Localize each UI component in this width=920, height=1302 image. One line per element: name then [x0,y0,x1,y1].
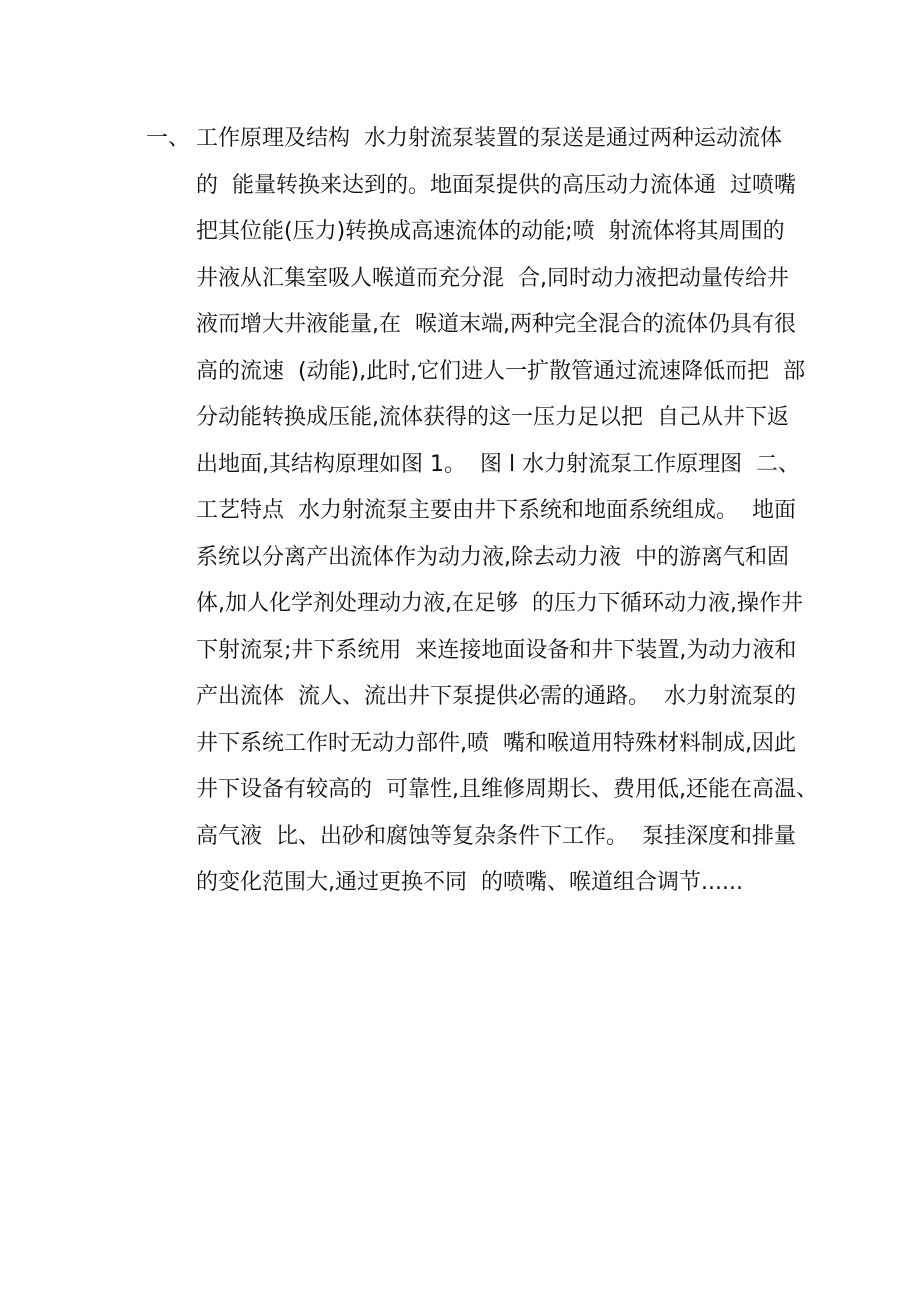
text-line: 工艺特点 水力射流泵主要由井下系统和地面系统组成。 地面 [196,498,796,523]
section-marker: 一、 [146,126,191,151]
text-line: 井下设备有较高的 可靠性,且维修周期长、费用低,还能在高温、 [196,777,818,802]
text-line: 液而增大井液能量,在 喉道末端,两种完全混合的流体仍具有很 [196,312,796,337]
text-line: 产出流体 流人、流出井下泵提供必需的通路。 水力射流泵的 [196,684,796,709]
text-line: 系统以分离产出流体作为动力液,除去动力液 中的游离气和固 [196,544,789,570]
text-line: 把其位能(压力)转换成高速流体的动能;喷 射流体将其周围的 [196,219,785,244]
text-line: 的 能量转换来达到的。地面泵提供的高压动力流体通 过喷嘴 [196,172,796,198]
text-line: 井液从汇集室吸人喉道而充分混 合,同时动力液把动量传给井 [196,265,789,291]
text-line: 体,加人化学剂处理动力液,在足够 的压力下循环动力液,操作井 [196,591,803,616]
body-text [196,120,816,911]
text-line: 井下系统工作时无动力部件,喷 嘴和喉道用特殊材料制成,因此 [196,730,796,756]
text-line: 出地面,其结构原理如图 1。 图 l 水力射流泵工作原理图 二、 [196,451,801,477]
text-line: 工作原理及结构 水力射流泵装置的泵送是通过两种运动流体 [196,126,782,151]
text-line: 下射流泵;井下系统用 来连接地面设备和井下装置,为动力液和 [196,637,797,663]
text-line: 的变化范围大,通过更换不同 的喷嘴、喉道组合调节...... [196,870,743,895]
text-line: 分动能转换成压能,流体获得的这一压力足以把 自己从井下返 [196,405,789,430]
text-line: 高的流速 (动能),此时,它们进人一扩散管通过流速降低而把 部 [196,358,806,384]
text-line: 高气液 比、出砂和腐蚀等复杂条件下工作。 泵挂深度和排量 [196,823,796,849]
